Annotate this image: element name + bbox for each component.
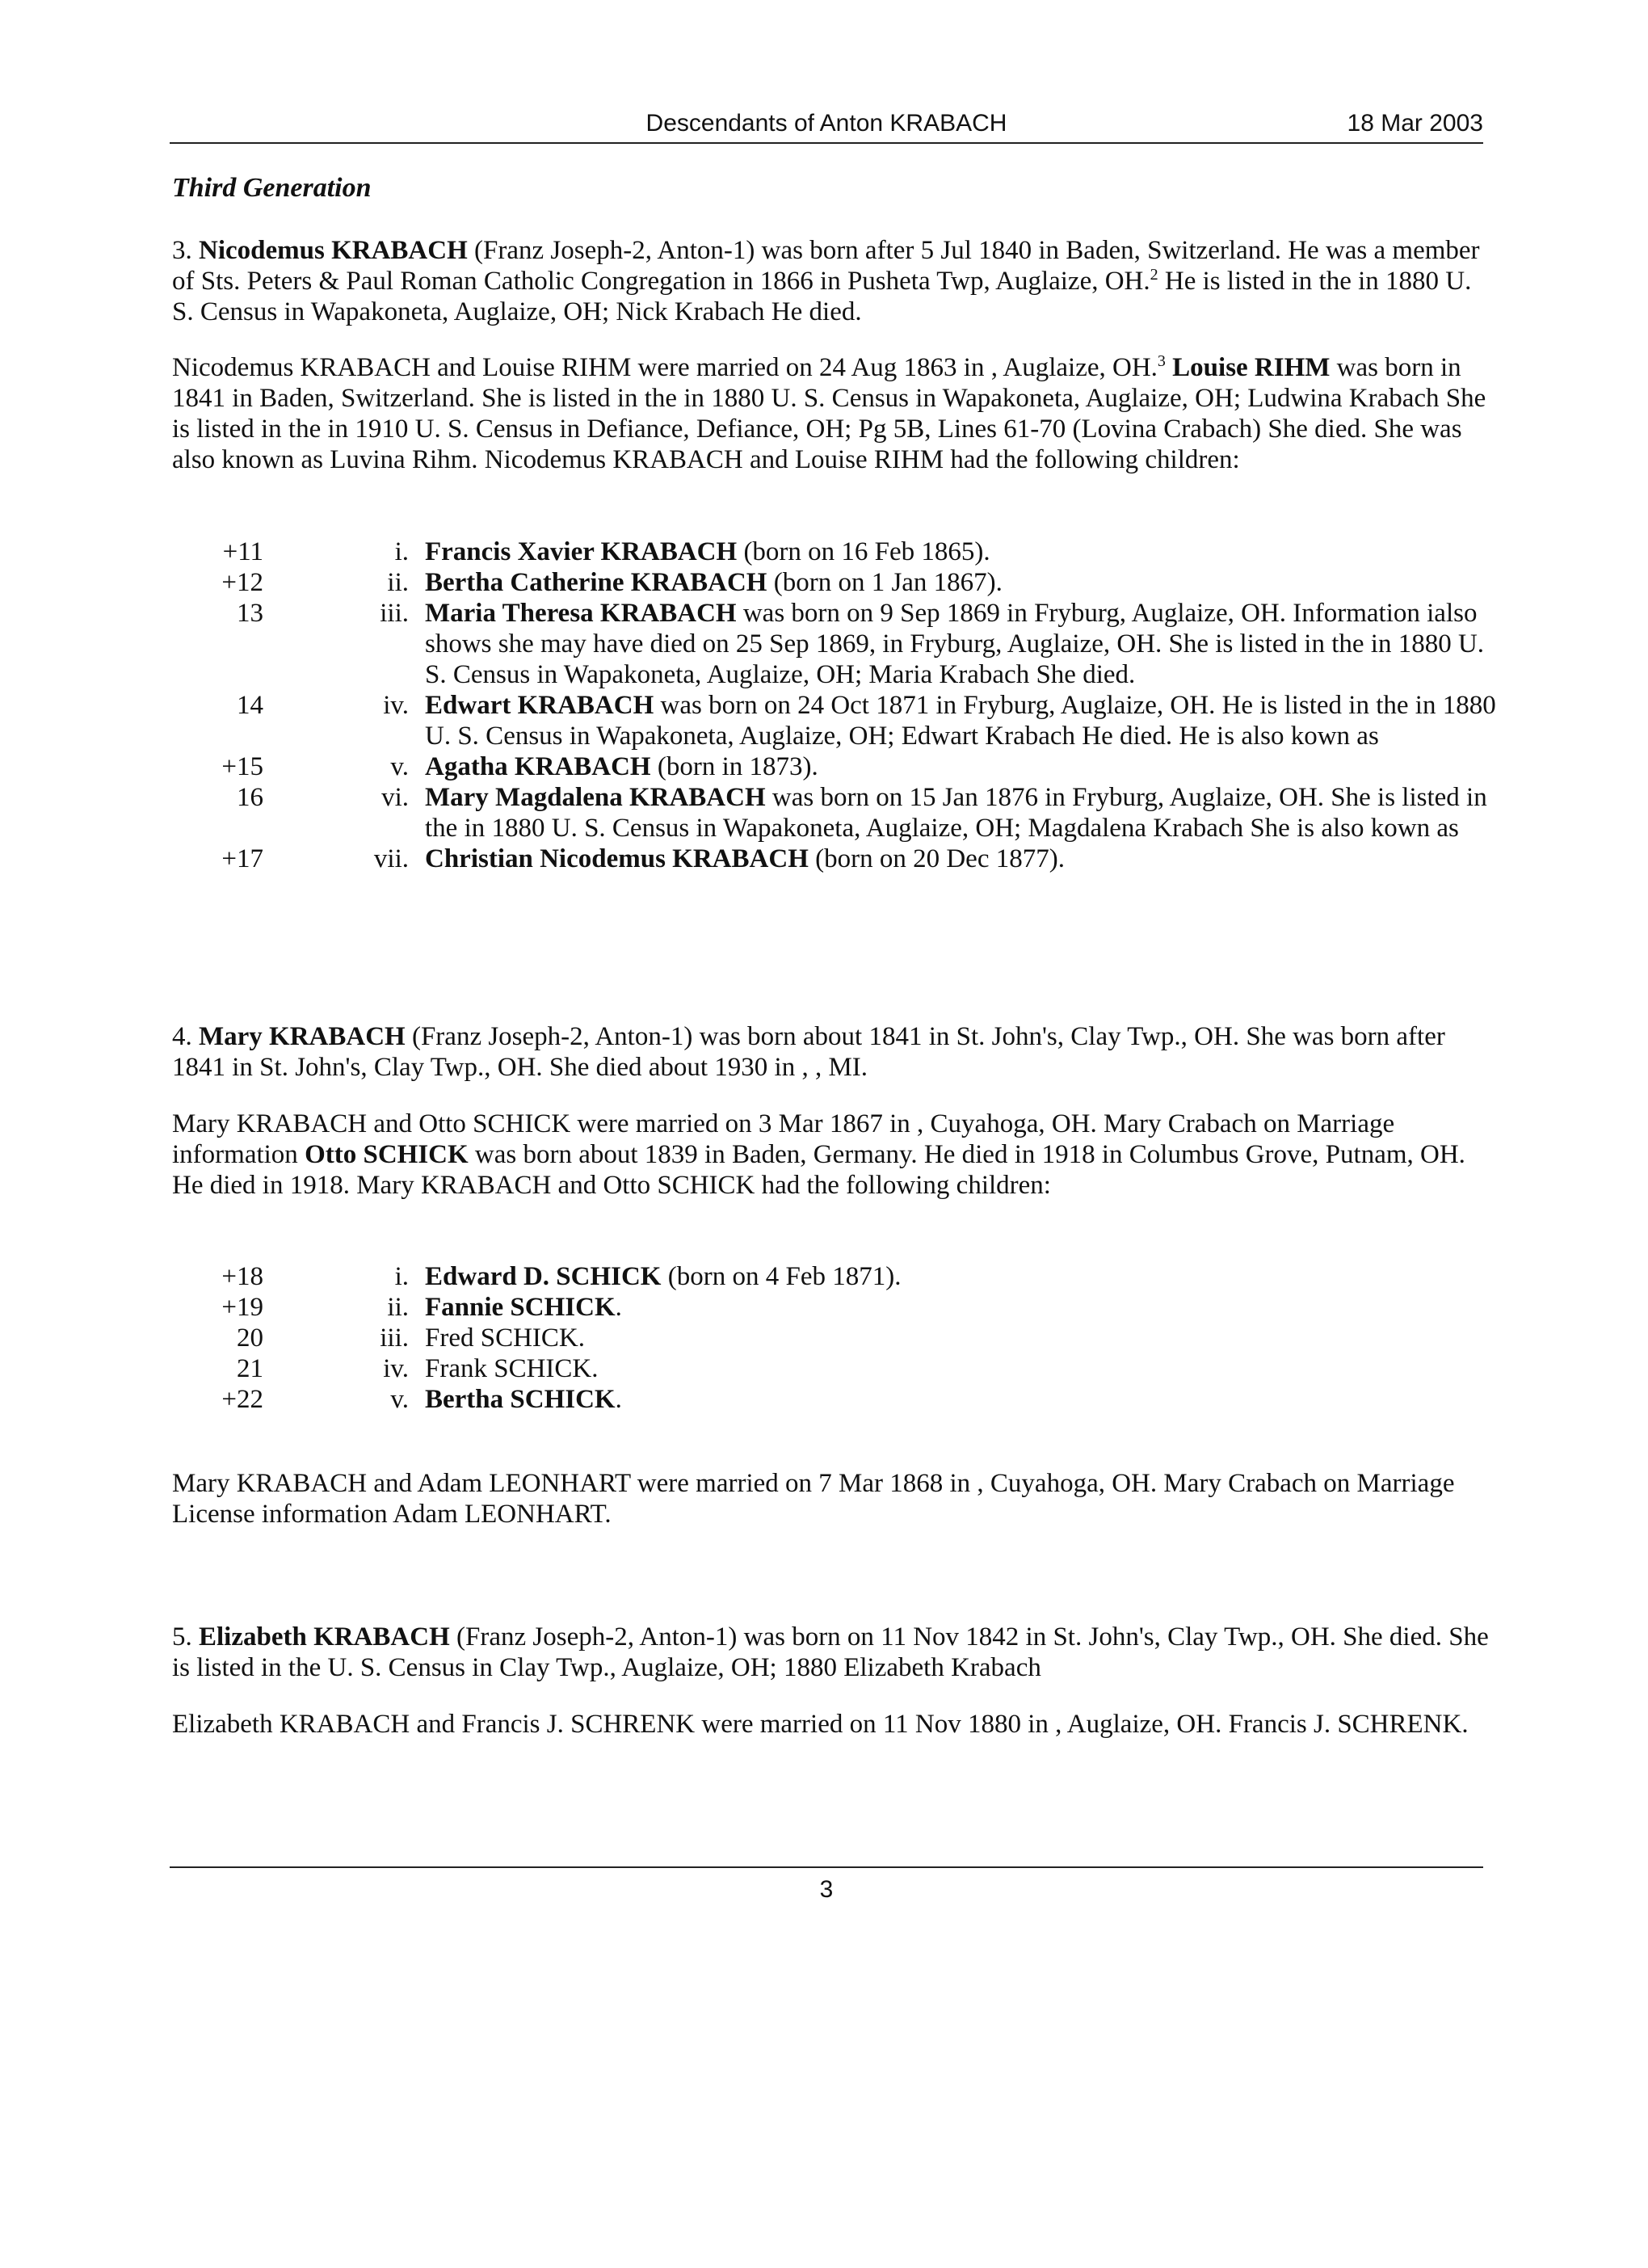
person-text-cont: He is listed in the in 1880 U. S. Census in Wapakoneta, Auglaize, OH; Nick Krabach He died. [172,267,1472,326]
child-details: was born on 9 Sep 1869 in Fryburg, Auglaize, OH. Information ialso shows she may have died on 25 Sep 1869, in Fryburg, Auglaize, OH. She is listed in the in 1880 U. S. Census in Wapakoneta, Auglaize, OH; Maria Krabach She died. [425,599,1485,689]
child-roman: i. [394,537,409,566]
child-text [425,536,1497,567]
child-roman: v. [390,752,409,781]
person-text: (Franz Joseph-2, Anton-1) was born about 1841 in St. John's, Clay Twp., OH. She was born after 1841 in St. John's, Clay Twp., OH. She died about 1930 in , , MI. [172,1022,1445,1082]
person-name: Nicodemus KRABACH [199,236,468,265]
child-details: (born in 1873). [650,752,818,781]
page-header [170,110,1483,142]
child-details: . [615,1385,622,1414]
person-number: 4. [172,1022,192,1051]
child-name: Agatha KRABACH [425,752,651,781]
child-number: 20 [237,1323,263,1353]
child-roman: iv. [383,691,409,720]
marriage-text: Mary KRABACH and Adam LEONHART were married on 7 Mar 1868 in , Cuyahoga, OH. Mary Crabach on Marriage License information Adam LEONHART. [172,1469,1455,1529]
children-list-3 [172,536,1497,874]
person-number: 5. [172,1622,192,1652]
child-number: +22 [221,1385,263,1414]
child-name: Bertha Catherine KRABACH [425,568,767,597]
child-details: (born on 20 Dec 1877). [808,844,1065,873]
child-name: Christian Nicodemus KRABACH [425,844,809,873]
marriage-paragraph-3 [172,352,1489,475]
spouse-name: Louise RIHM [1172,353,1331,382]
marriage-paragraph-4a [172,1109,1489,1201]
child-details: Frank SCHICK. [425,1354,599,1383]
child-name: Fannie SCHICK [425,1293,616,1322]
child-details: (born on 1 Jan 1867). [767,568,1003,597]
child-roman: ii. [387,1293,409,1322]
footnote-ref: 3 [1157,352,1166,370]
child-roman: iv. [383,1354,409,1383]
child-roman: vi. [381,783,409,812]
child-details: was born on 24 Oct 1871 in Fryburg, Auglaize, OH. He is listed in the in 1880 U. S. Census in Wapakoneta, Auglaize, OH; Edwart Krabach He died. He is also kown as [425,691,1496,751]
spouse-text: was born in 1841 in Baden, Switzerland. She is listed in the in 1880 U. S. Census in Wapakoneta, Auglaize, OH; Ludwina Krabach She is listed in the in 1910 U. S. Census in Defiance, Defiance, OH; Pg 5B, Lines 61-70 (Lovina Crabach) She died. She was also known as Luvina Rihm. Nicodemus KRABACH and Louise RIHM had the following children: [172,353,1486,474]
child-roman: vii. [373,844,409,873]
child-number: +11 [222,537,263,566]
child-roman: v. [390,1385,409,1414]
child-text [425,598,1497,690]
marriage-paragraph-4b [172,1468,1489,1530]
person-entry-4 [172,1021,1489,1083]
child-number: 13 [237,599,263,628]
children-list-4 [172,1261,1497,1415]
child-number: +19 [221,1293,263,1322]
generation-heading: Third Generation [172,173,372,203]
person-number: 3. [172,236,192,265]
person-text: (Franz Joseph-2, Anton-1) was born after 5 Jul 1840 in Baden, Switzerland. He was a member of Sts. Peters & Paul Roman Catholic Congregation in 1866 in Pusheta Twp, Auglaize, OH. [172,236,1480,296]
child-details: . [615,1293,622,1322]
child-text [425,1323,1497,1353]
child-text [425,751,1497,782]
child-text [425,782,1497,844]
child-name: Francis Xavier KRABACH [425,537,738,566]
child-details: Fred SCHICK. [425,1323,586,1353]
child-text [425,1261,1497,1292]
child-details: (born on 4 Feb 1871). [661,1262,902,1291]
child-name: Edward D. SCHICK [425,1262,662,1291]
header-date: 18 Mar 2003 [1347,110,1483,137]
child-number: 14 [237,691,263,720]
child-row [172,1292,1497,1323]
person-name: Mary KRABACH [199,1022,406,1051]
header-rule [170,142,1483,144]
child-roman: iii. [380,1323,409,1353]
child-name: Maria Theresa KRABACH [425,599,737,628]
child-number: +15 [221,752,263,781]
child-row [172,690,1497,751]
marriage-text: Nicodemus KRABACH and Louise RIHM were married on 24 Aug 1863 in , Auglaize, OH. [172,353,1158,382]
marriage-text: Mary KRABACH and Otto SCHICK were married on 3 Mar 1867 in , Cuyahoga, OH. Mary Crabach on Marriage information [172,1109,1395,1169]
child-name: Mary Magdalena KRABACH [425,783,766,812]
marriage-text: Elizabeth KRABACH and Francis J. SCHRENK were married on 11 Nov 1880 in , Auglaize, OH. Francis J. SCHRENK. [172,1710,1469,1739]
child-number: +17 [221,844,263,873]
person-name: Elizabeth KRABACH [199,1622,450,1652]
child-text [425,567,1497,598]
child-number: +12 [221,568,263,597]
child-number: 16 [237,783,263,812]
child-row [172,567,1497,598]
child-text [425,1353,1497,1384]
child-text [425,844,1497,874]
child-row [172,751,1497,782]
person-entry-5 [172,1622,1489,1683]
marriage-paragraph-5 [172,1709,1489,1740]
person-text: (Franz Joseph-2, Anton-1) was born on 11 Nov 1842 in St. John's, Clay Twp., OH. She died. She is listed in the U. S. Census in Clay Twp., Auglaize, OH; 1880 Elizabeth Krabach [172,1622,1489,1682]
footer-rule [170,1866,1483,1868]
child-row [172,782,1497,844]
header-title: Descendants of Anton KRABACH [645,110,1007,137]
spouse-text: was born about 1839 in Baden, Germany. He died in 1918 in Columbus Grove, Putnam, OH. He died in 1918. Mary KRABACH and Otto SCHICK had the following children: [172,1140,1465,1200]
child-row [172,1384,1497,1415]
footnote-ref: 2 [1150,266,1158,284]
child-number: +18 [221,1262,263,1291]
child-row [172,1323,1497,1353]
child-name: Bertha SCHICK [425,1385,616,1414]
child-text [425,1384,1497,1415]
child-row [172,598,1497,690]
page-number: 3 [819,1876,834,1903]
spouse-name: Otto SCHICK [305,1140,469,1169]
child-text [425,1292,1497,1323]
child-roman: i. [394,1262,409,1291]
child-details: was born on 15 Jan 1876 in Fryburg, Auglaize, OH. She is listed in the in 1880 U. S. Census in Wapakoneta, Auglaize, OH; Magdalena Krabach She is also kown as [425,783,1487,843]
child-roman: ii. [387,568,409,597]
child-roman: iii. [380,599,409,628]
child-row [172,1353,1497,1384]
child-row [172,1261,1497,1292]
child-row [172,844,1497,874]
person-entry-3 [172,235,1489,327]
child-number: 21 [237,1354,263,1383]
child-row [172,536,1497,567]
child-text [425,690,1497,751]
child-name: Edwart KRABACH [425,691,654,720]
child-details: (born on 16 Feb 1865). [737,537,990,566]
